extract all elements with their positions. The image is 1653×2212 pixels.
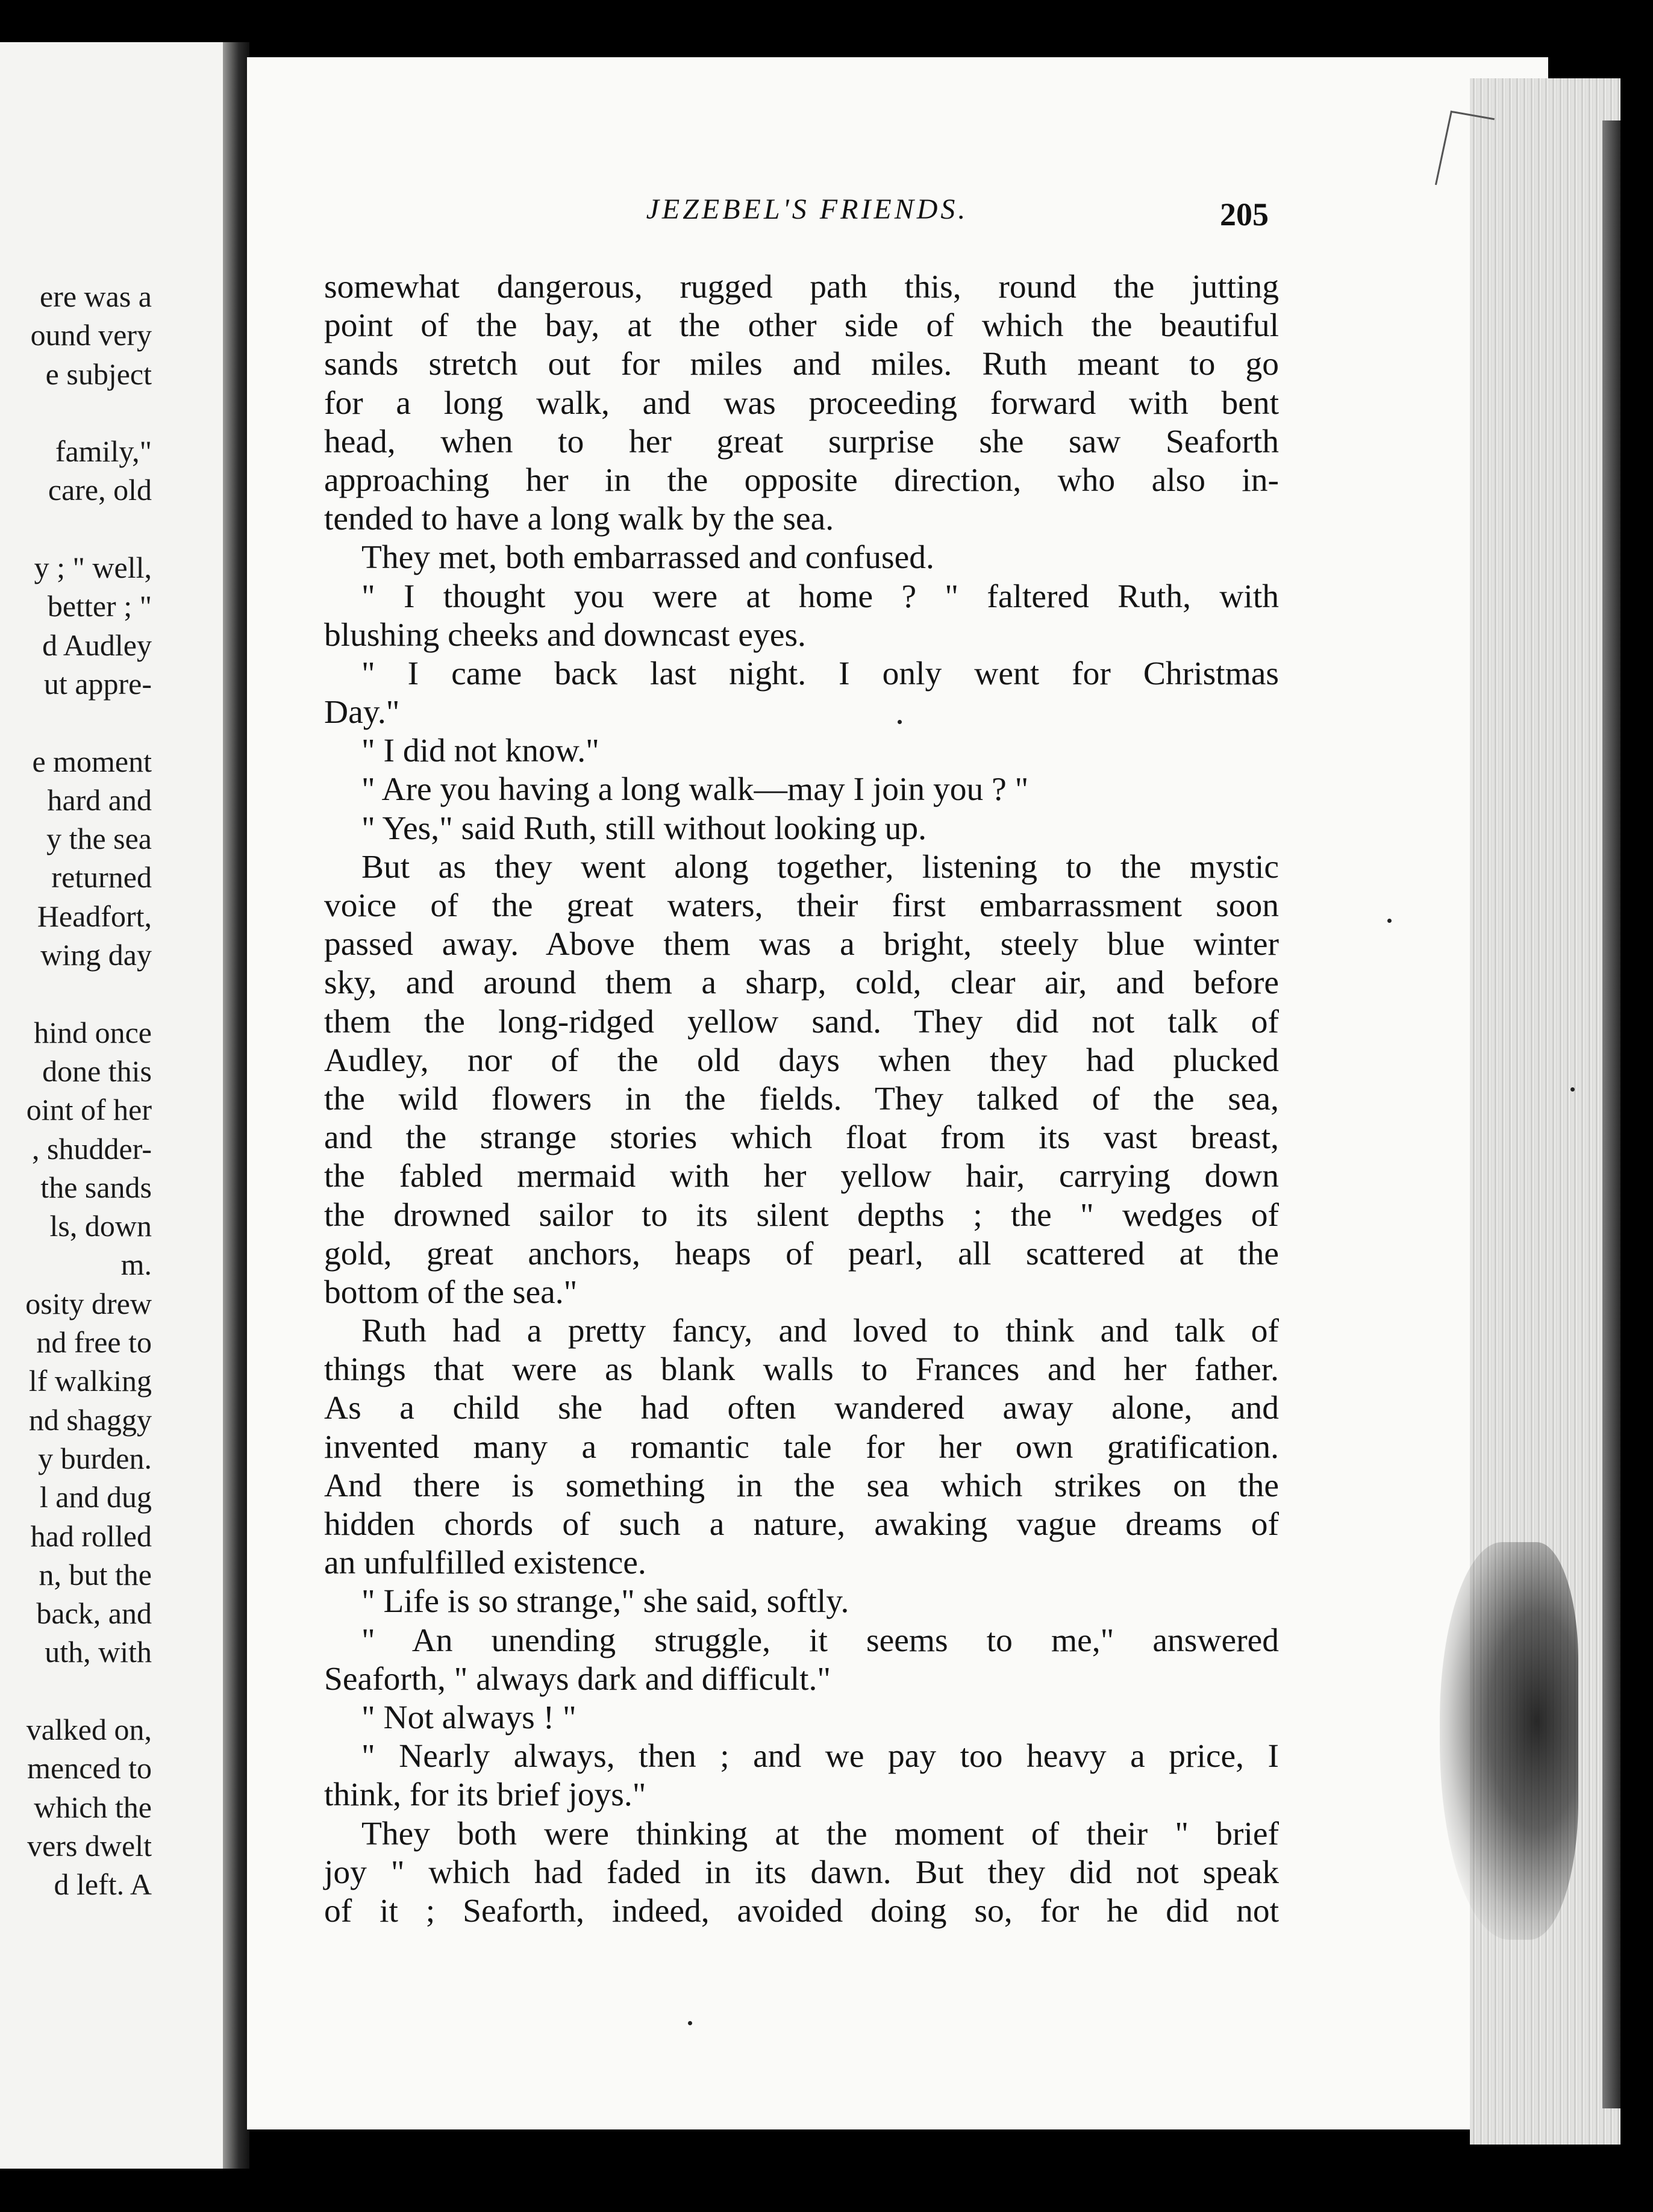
left-page-line — [0, 393, 152, 432]
left-page-line — [0, 1672, 152, 1710]
text-line: " Are you having a long walk—may I join you ? " — [361, 771, 1029, 808]
text-line: tended to have a long walk by the sea. — [324, 501, 834, 538]
text-line: " Life is so strange," she said, softly. — [361, 1583, 849, 1620]
text-line: approaching her in the opposite direction, who also in- — [324, 461, 1279, 499]
left-page-line: e moment — [32, 744, 152, 778]
left-page-line: m. — [120, 1248, 152, 1282]
text-line: somewhat dangerous, rugged path this, round the jutting — [324, 269, 1279, 305]
text-line: point of the bay, at the other side of which the beautiful — [324, 307, 1279, 345]
text-line: think, for its brief joys." — [324, 1776, 646, 1814]
text-line: the fabled mermaid with her yellow hair, carrying down — [324, 1158, 1279, 1195]
left-page-line: the sands — [40, 1170, 152, 1204]
left-page — [0, 42, 223, 2169]
text-line: for a long walk, and was proceeding forward with bent — [324, 384, 1279, 422]
left-page-line: vers dwelt — [27, 1828, 152, 1863]
left-page-line: , shudder- — [32, 1131, 152, 1166]
left-page-line: better ; " — [47, 589, 152, 623]
left-page-line: ere was a — [40, 280, 152, 313]
text-line: As a child she had often wandered away alone, and — [324, 1390, 1279, 1427]
text-line: blushing cheeks and downcast eyes. — [324, 616, 806, 654]
left-page-line: hind once — [34, 1015, 152, 1049]
left-page-line: uth, with — [45, 1635, 152, 1669]
left-page-line: wing day — [40, 938, 152, 972]
left-page-line: ls, down — [49, 1209, 152, 1243]
text-line: them the long-ridged yellow sand. They did not talk of — [324, 1003, 1279, 1040]
left-page-line: nd free to — [36, 1325, 152, 1360]
text-line: They both were thinking at the moment of their " brief — [361, 1815, 1279, 1852]
text-line: " I thought you were at home ? " faltered Ruth, with — [361, 578, 1279, 615]
text-line: " Yes," said Ruth, still without looking up. — [361, 810, 927, 847]
left-page-text — [0, 277, 152, 1904]
page-number: 205 — [1220, 196, 1269, 233]
left-page-line: had rolled — [30, 1519, 152, 1553]
text-line: " Nearly always, then ; and we pay too heavy a price, I — [361, 1738, 1279, 1775]
left-page-line: which the — [34, 1790, 152, 1824]
running-head: JEZEBEL'S FRIENDS. — [646, 193, 969, 225]
left-page-line: y the sea — [46, 822, 152, 856]
text-line: Seaforth, " always dark and difficult." — [324, 1660, 831, 1698]
text-line: " I did not know." — [361, 733, 599, 770]
left-page-line: n, but the — [39, 1557, 152, 1592]
left-page-line — [0, 974, 152, 1013]
text-line: voice of the great waters, their first embarrassment soon — [324, 887, 1279, 924]
left-page-line: d left. A — [54, 1867, 152, 1902]
text-line: of it ; Seaforth, indeed, avoided doing so, for he did not — [324, 1892, 1279, 1929]
left-page-line: returned — [51, 860, 152, 895]
left-page-line: back, and — [36, 1596, 152, 1631]
body-text — [324, 268, 1279, 1931]
left-page-line: e subject — [45, 357, 152, 391]
left-page-line: hard and — [47, 783, 152, 817]
text-line: an unfulfilled existence. — [324, 1545, 646, 1582]
left-page-line: family," — [55, 434, 152, 469]
left-page-line: y burden. — [38, 1441, 152, 1475]
text-line: Audley, nor of the old days when they had plucked — [324, 1042, 1279, 1079]
text-line: joy " which had faded in its dawn. But they did not speak — [324, 1854, 1279, 1891]
left-page-line: y ; " well, — [34, 551, 152, 585]
ink-speck — [898, 720, 902, 724]
left-page-line — [0, 510, 152, 548]
text-line: hidden chords of such a nature, awaking vague dreams of — [324, 1506, 1279, 1543]
text-line: Day." — [324, 694, 400, 731]
text-line: passed away. Above them was a bright, steely blue winter — [324, 926, 1279, 963]
text-line: things that were as blank walls to Frances and her father. — [324, 1351, 1279, 1389]
text-line: And there is something in the sea which strikes on the — [324, 1467, 1279, 1504]
left-page-line: menced to — [27, 1751, 152, 1786]
ink-speck — [1570, 1087, 1575, 1092]
text-line: sky, and around them a sharp, cold, clear air, and before — [324, 964, 1279, 1002]
text-line: But as they went along together, listening to the mystic — [361, 848, 1279, 886]
text-line: " An unending struggle, it seems to me," answered — [361, 1622, 1279, 1659]
left-page-line: done this — [42, 1054, 152, 1088]
left-page-line: osity drew — [25, 1286, 152, 1320]
text-line: gold, great anchors, heaps of pearl, all scattered at the — [324, 1235, 1279, 1272]
left-page-line: ut appre- — [43, 666, 152, 701]
text-line: Ruth had a pretty fancy, and loved to think and talk of — [361, 1313, 1279, 1350]
left-page-line: oint of her — [26, 1093, 152, 1127]
left-page-line: Headfort, — [37, 899, 152, 933]
left-page-line: valked on, — [26, 1712, 152, 1746]
left-page-line: d Audley — [42, 628, 152, 662]
text-line: and the strange stories which float from its vast breast, — [324, 1119, 1279, 1157]
left-page-line: l and dug — [39, 1480, 152, 1514]
text-line: bottom of the sea." — [324, 1273, 578, 1311]
gutter-shadow — [223, 42, 249, 2169]
ink-speck — [688, 2021, 692, 2025]
thumb-smudge — [1440, 1542, 1578, 1940]
text-line: sands stretch out for miles and miles. Ruth meant to go — [324, 346, 1279, 383]
text-line: the drowned sailor to its silent depths ; the " wedges of — [324, 1196, 1279, 1234]
text-line: head, when to her great surprise she saw Seaforth — [324, 423, 1279, 460]
left-page-line: nd shaggy — [28, 1402, 152, 1437]
left-page-line: care, old — [48, 473, 152, 507]
book-edge-shadow — [1602, 120, 1620, 2108]
left-page-line — [0, 703, 152, 742]
text-line: " Not always ! " — [361, 1699, 577, 1736]
text-line: " I came back last night. I only went for Christmas — [361, 655, 1279, 692]
left-page-line: ound very — [30, 318, 152, 352]
text-line: invented many a romantic tale for her own gratification. — [324, 1428, 1279, 1466]
text-line: They met, both embarrassed and confused. — [361, 539, 934, 576]
ink-speck — [1387, 919, 1392, 923]
left-page-line: lf walking — [28, 1364, 152, 1398]
text-line: the wild flowers in the fields. They talked of the sea, — [324, 1080, 1279, 1117]
